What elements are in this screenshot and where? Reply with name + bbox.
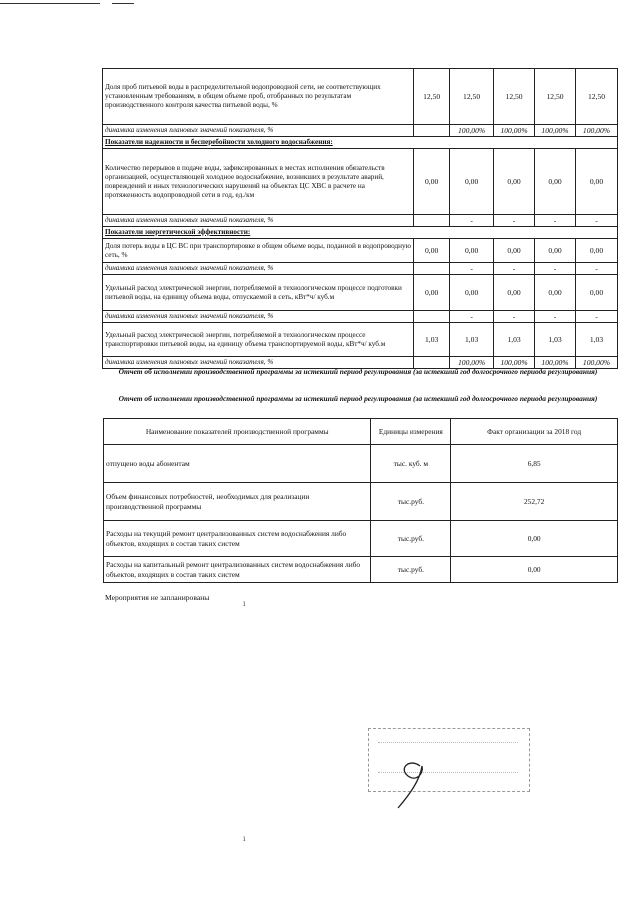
- indicator-label: Количество перерывов в подаче воды, зафиксированных в местах исполнения обязательств организацией, осуществляющей холодное водоснабжение, возникших в результате аварий, повреждений и иных технологических нарушений на объектах ЦС ХВС в расчете на протяженность водопроводной сети в год, ед./км: [103, 149, 414, 215]
- value-cell: 1,03: [414, 323, 450, 357]
- indicator-label: Удельный расход электрической энергии, потребляемой в технологическом процессе подготовки питьевой воды, на единицу объема воды, отпускаемой в сеть, кВт*ч/ куб.м: [103, 275, 414, 311]
- column-header: Факт организации за 2018 год: [451, 419, 618, 445]
- indicator-label: Доля потерь воды в ЦС ВС при транспортировке в общем объеме воды, поданной в водопроводную сеть, %: [103, 239, 414, 263]
- dynamics-row: [103, 215, 618, 227]
- unit-cell: тыс.руб.: [371, 483, 451, 521]
- value-cell: 100,00%: [450, 125, 494, 137]
- value-cell: 100,00%: [535, 357, 576, 369]
- value-cell: 1,03: [450, 323, 494, 357]
- value-cell: 0,00: [535, 149, 576, 215]
- value-cell: 100,00%: [450, 357, 494, 369]
- fact-value: 6,85: [451, 445, 618, 483]
- value-cell: -: [450, 215, 494, 227]
- table-row: [104, 445, 618, 483]
- dynamics-label: динамика изменения плановых значений показателя, %: [103, 311, 414, 323]
- unit-cell: тыс.руб.: [371, 557, 451, 583]
- section-header: [103, 137, 618, 149]
- section-title: Показатели надежности и бесперебойности холодного водоснабжения:: [103, 137, 618, 149]
- value-cell: [414, 215, 450, 227]
- value-cell: 0,00: [576, 275, 618, 311]
- value-cell: 100,00%: [494, 357, 535, 369]
- value-cell: -: [494, 311, 535, 323]
- value-cell: -: [450, 311, 494, 323]
- dynamics-label: динамика изменения плановых значений показателя, %: [103, 263, 414, 275]
- value-cell: 0,00: [494, 149, 535, 215]
- value-cell: 0,00: [414, 239, 450, 263]
- table-row: [103, 239, 618, 263]
- table-row: [104, 557, 618, 583]
- unit-cell: тыс.руб.: [371, 521, 451, 557]
- indicator-name: Объем финансовых потребностей, необходимых для реализации производственной программы: [104, 483, 371, 521]
- value-cell: -: [494, 263, 535, 275]
- top-rule: [0, 3, 100, 4]
- value-cell: 1,03: [494, 323, 535, 357]
- indicators-table: [102, 68, 618, 369]
- value-cell: 0,00: [494, 275, 535, 311]
- table-row: [103, 149, 618, 215]
- table-row: [103, 323, 618, 357]
- indicator-name: отпущено воды абонентам: [104, 445, 371, 483]
- value-cell: -: [450, 263, 494, 275]
- production-program-table: [103, 418, 618, 583]
- indicator-name: Расходы на капитальный ремонт централизованных систем водоснабжения либо объектов, входящих в состав таких систем: [104, 557, 371, 583]
- table-row: [104, 521, 618, 557]
- value-cell: 12,50: [494, 69, 535, 125]
- value-cell: 12,50: [414, 69, 450, 125]
- value-cell: 0,00: [576, 149, 618, 215]
- dynamics-row: [103, 125, 618, 137]
- value-cell: 0,00: [535, 239, 576, 263]
- value-cell: 0,00: [450, 239, 494, 263]
- column-header: Единицы измерения: [371, 419, 451, 445]
- value-cell: 100,00%: [535, 125, 576, 137]
- unit-cell: тыс. куб. м: [371, 445, 451, 483]
- scan-mark: ı: [243, 598, 246, 608]
- top-rule-short: [112, 3, 134, 4]
- section-title: Показатели энергетической эффективности:: [103, 227, 618, 239]
- value-cell: 0,00: [450, 275, 494, 311]
- value-cell: -: [494, 215, 535, 227]
- value-cell: 12,50: [450, 69, 494, 125]
- dynamics-label: динамика изменения плановых значений показателя, %: [103, 215, 414, 227]
- value-cell: 0,00: [494, 239, 535, 263]
- dynamics-label: динамика изменения плановых значений показателя, %: [103, 357, 414, 369]
- value-cell: 0,00: [414, 275, 450, 311]
- dynamics-row: [103, 311, 618, 323]
- value-cell: 12,50: [576, 69, 618, 125]
- value-cell: -: [576, 215, 618, 227]
- value-cell: [414, 311, 450, 323]
- scan-mark: ı: [243, 833, 246, 843]
- table-row: [104, 483, 618, 521]
- stamp-line: [378, 742, 518, 743]
- report-caption-repeat: Отчет об исполнении производственной программы за истекший период регулирования (за истекший год долгосрочного периода регулирования): [118, 394, 598, 403]
- value-cell: [414, 263, 450, 275]
- indicator-label: Доля проб питьевой воды в распределительной водопроводной сети, не соответствующих установленным требованиям, в общем объеме проб, отобранных по результатам производственного контроля качества питьевой воды, %: [103, 69, 414, 125]
- fact-value: 0,00: [451, 557, 618, 583]
- value-cell: -: [535, 263, 576, 275]
- table-header-row: [104, 419, 618, 445]
- value-cell: 1,03: [535, 323, 576, 357]
- fact-value: 0,00: [451, 521, 618, 557]
- value-cell: 0,00: [450, 149, 494, 215]
- section-header: [103, 227, 618, 239]
- table-row: [103, 69, 618, 125]
- value-cell: 0,00: [414, 149, 450, 215]
- table-row: [103, 275, 618, 311]
- indicator-label: Удельный расход электрической энергии, потребляемой в технологическом процессе транспортировки питьевой воды, на единицу объема транспортируемой воды, кВт*ч/ куб.м: [103, 323, 414, 357]
- value-cell: 0,00: [535, 275, 576, 311]
- value-cell: -: [535, 215, 576, 227]
- column-header: Наименование показателей производственной программы: [104, 419, 371, 445]
- value-cell: 0,00: [576, 239, 618, 263]
- value-cell: -: [576, 263, 618, 275]
- value-cell: 1,03: [576, 323, 618, 357]
- indicator-name: Расходы на текущий ремонт централизованных систем водоснабжения либо объектов, входящих в состав таких систем: [104, 521, 371, 557]
- value-cell: 100,00%: [576, 357, 618, 369]
- fact-value: 252,72: [451, 483, 618, 521]
- value-cell: 12,50: [535, 69, 576, 125]
- value-cell: [414, 125, 450, 137]
- dynamics-label: динамика изменения плановых значений показателя, %: [103, 125, 414, 137]
- signature: [380, 752, 450, 812]
- value-cell: -: [576, 311, 618, 323]
- value-cell: -: [535, 311, 576, 323]
- activities-note: Мероприятия не запланированы: [105, 593, 210, 602]
- value-cell: 100,00%: [494, 125, 535, 137]
- value-cell: 100,00%: [576, 125, 618, 137]
- report-caption: Отчет об исполнении производственной программы за истекший период регулирования (за истекший год долгосрочного периода регулирования): [118, 367, 598, 376]
- dynamics-row: [103, 263, 618, 275]
